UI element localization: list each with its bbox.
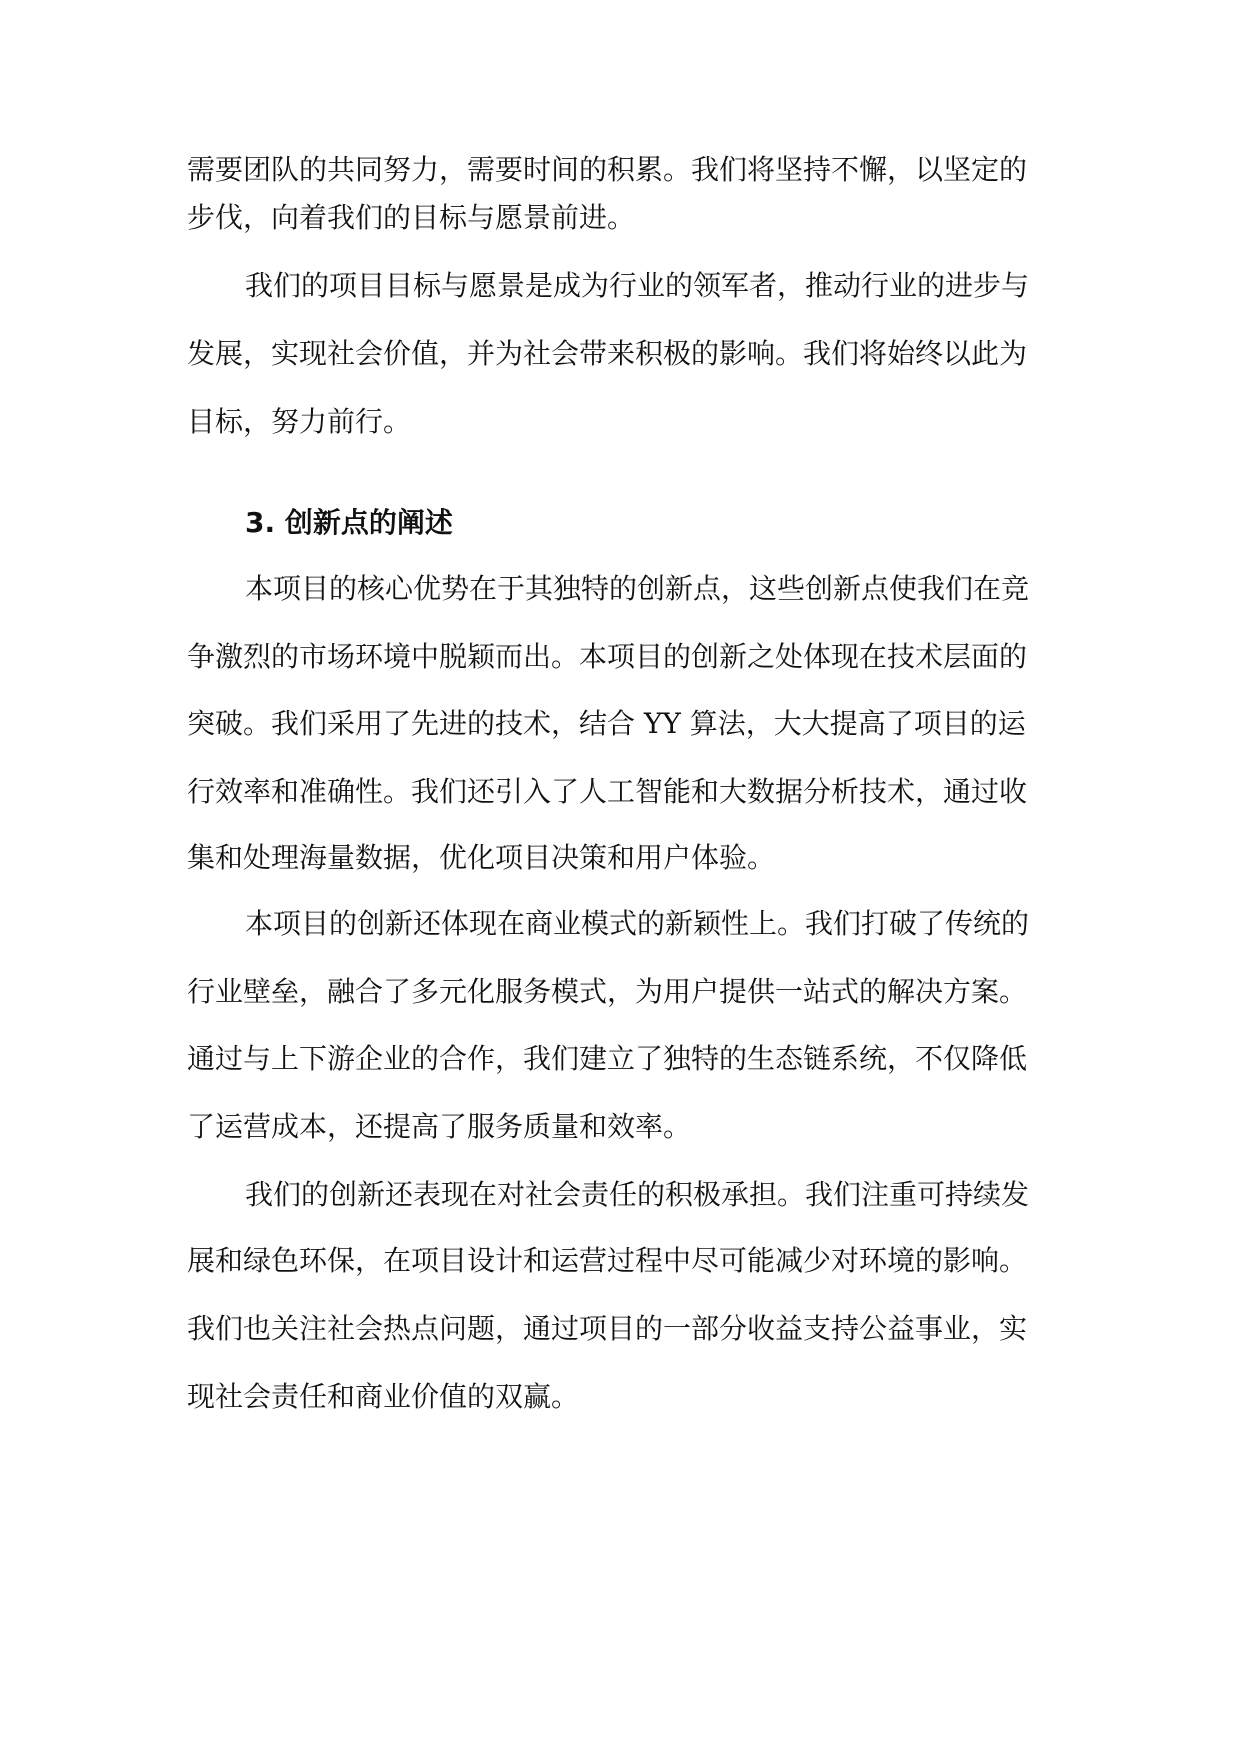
paragraph-line: 需要团队的共同努力，需要时间的积累。我们将坚持不懈，以坚定的 bbox=[187, 153, 1028, 186]
paragraph-line: 突破。我们采用了先进的技术，结合 YY 算法，大大提高了项目的运 bbox=[187, 707, 1026, 740]
paragraph-line: 发展，实现社会价值，并为社会带来积极的影响。我们将始终以此为 bbox=[187, 337, 1028, 370]
paragraph-line: 本项目的核心优势在于其独特的创新点，这些创新点使我们在竞 bbox=[245, 572, 1030, 605]
paragraph-line: 目标，努力前行。 bbox=[187, 405, 412, 438]
paragraph-line: 通过与上下游企业的合作，我们建立了独特的生态链系统，不仅降低 bbox=[187, 1042, 1028, 1075]
paragraph-line: 我们也关注社会热点问题，通过项目的一部分收益支持公益事业，实 bbox=[187, 1312, 1028, 1345]
paragraph-line: 行业壁垒，融合了多元化服务模式，为用户提供一站式的解决方案。 bbox=[187, 975, 1028, 1008]
paragraph-line: 集和处理海量数据，优化项目决策和用户体验。 bbox=[187, 841, 776, 874]
paragraph-line: 我们的项目目标与愿景是成为行业的领军者，推动行业的进步与 bbox=[245, 269, 1030, 302]
paragraph-line: 展和绿色环保，在项目设计和运营过程中尽可能减少对环境的影响。 bbox=[187, 1244, 1028, 1277]
paragraph-line: 了运营成本，还提高了服务质量和效率。 bbox=[187, 1110, 692, 1143]
paragraph-line: 我们的创新还表现在对社会责任的积极承担。我们注重可持续发 bbox=[245, 1178, 1030, 1211]
paragraph-line: 本项目的创新还体现在商业模式的新颖性上。我们打破了传统的 bbox=[245, 907, 1030, 940]
paragraph-line: 争激烈的市场环境中脱颖而出。本项目的创新之处体现在技术层面的 bbox=[187, 640, 1028, 673]
paragraph-line: 现社会责任和商业价值的双赢。 bbox=[187, 1380, 580, 1413]
paragraph-line: 步伐，向着我们的目标与愿景前进。 bbox=[187, 201, 636, 234]
paragraph-line: 行效率和准确性。我们还引入了人工智能和大数据分析技术，通过收 bbox=[187, 775, 1028, 808]
section-heading: 3. 创新点的阐述 bbox=[245, 506, 453, 539]
